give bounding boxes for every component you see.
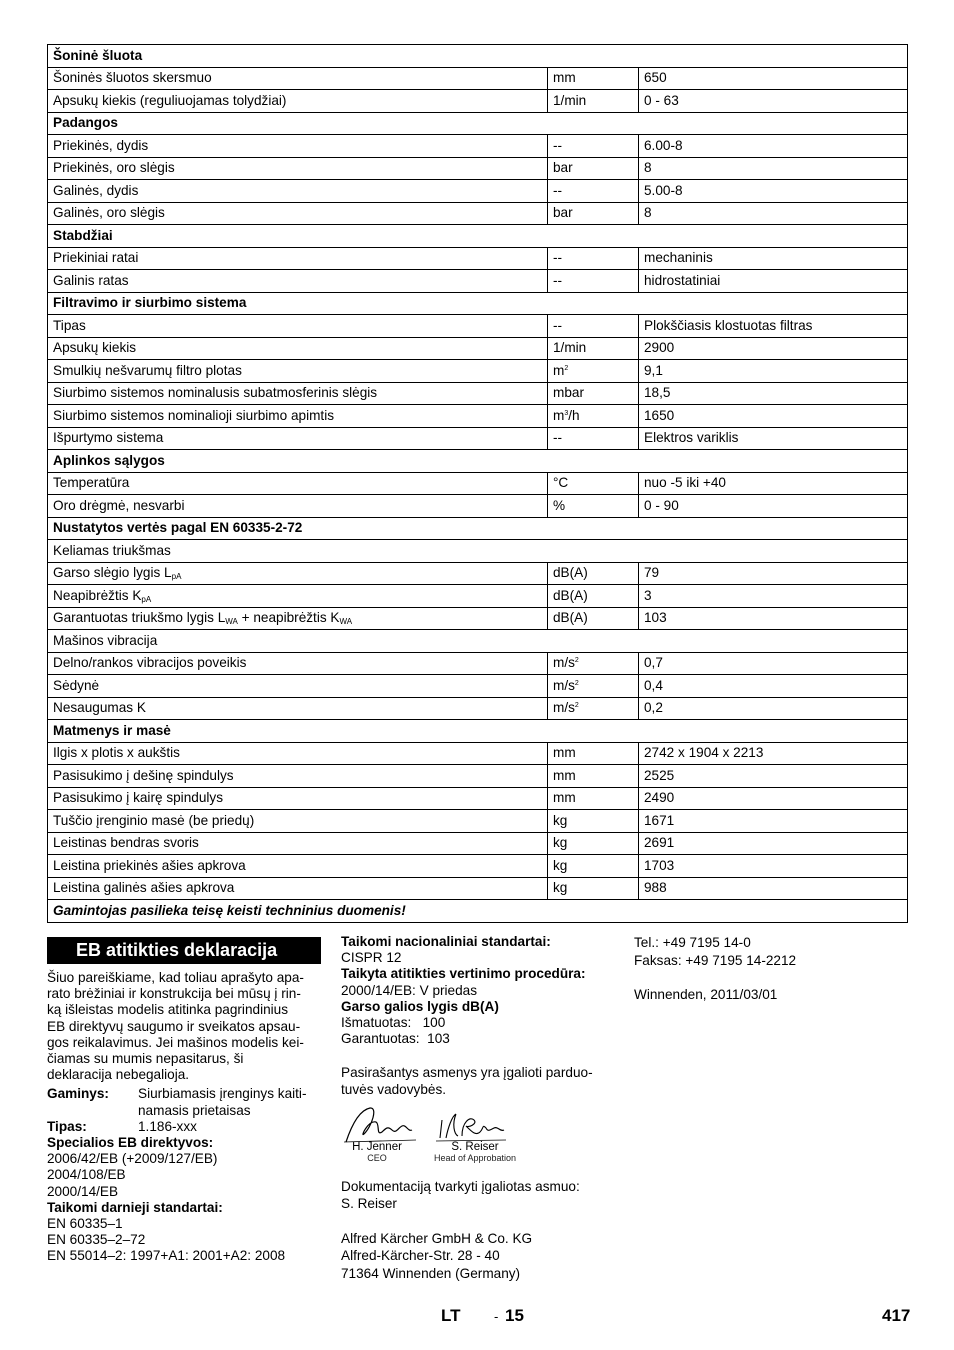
harmonized-item: EN 55014–2: 1997+A1: 2001+A2: 2008 (47, 1248, 286, 1264)
harmonized-item: EN 60335–2–72 (47, 1232, 146, 1248)
data-row (48, 427, 908, 450)
product-label: Gaminys: (47, 1086, 109, 1102)
product-row (47, 1086, 322, 1118)
declaration-right-column (634, 934, 906, 1004)
sound-label: Garso galios lygis dB(A) (341, 998, 499, 1014)
param-label: Galinės, oro slėgis (48, 202, 548, 225)
declaration-middle-column (341, 934, 621, 1098)
declaration-contact-block (341, 1178, 621, 1282)
table-note: Gamintojas pasilieka teisę keisti techninius duomenis! (48, 900, 908, 923)
param-label: Apsukų kiekis (reguliuojamas tolydžiai) (48, 90, 548, 113)
place-date: Winnenden, 2011/03/01 (634, 987, 778, 1003)
type-label: Tipas: (47, 1118, 87, 1134)
data-row (48, 585, 908, 608)
param-unit: dB(A) (548, 562, 639, 585)
param-unit: $m/s^2$ (548, 675, 639, 698)
section-title: Nustatytos vertės pagal EN 60335-2-72 (48, 517, 908, 540)
section-title: Stabdžiai (48, 225, 908, 248)
intro-line: gos reikalavimus. Jei mašinos modelis kei- (47, 1034, 304, 1050)
data-row (48, 337, 908, 360)
param-unit: -- (548, 427, 639, 450)
data-row (48, 67, 908, 90)
param-unit: °C (548, 472, 639, 495)
param-value: mechaninis (639, 247, 908, 270)
product-value: Siurbiamasis įrenginys kaiti- namasis prietaisas (138, 1086, 307, 1118)
section-row (48, 450, 908, 473)
param-label: Ilgis x plotis x aukštis (48, 742, 548, 765)
national-value: CISPR 12 (341, 950, 402, 966)
param-value: 988 (639, 877, 908, 900)
procedure-value: 2000/14/EB: V priedas (341, 982, 478, 998)
param-label: Tuščio įrenginio masė (be priedų) (48, 810, 548, 833)
data-row (48, 382, 908, 405)
directive-item: 2004/108/EB (47, 1167, 126, 1183)
param-value: 103 (639, 607, 908, 630)
section-title: Šoninė šluota (48, 45, 908, 68)
param-label: Neapibrėžtis $K_{pA}$ (48, 585, 548, 608)
param-label: Apsukų kiekis (48, 337, 548, 360)
param-value: 0,4 (639, 675, 908, 698)
param-unit: 1/min (548, 337, 639, 360)
type-value: 1.186-xxx (138, 1118, 197, 1134)
param-value: 1703 (639, 855, 908, 878)
param-label: Priekinės, dydis (48, 135, 548, 158)
signature-block-jenner (342, 1141, 412, 1163)
param-value: 2525 (639, 765, 908, 788)
param-value: 5.00-8 (639, 180, 908, 203)
note-row (48, 900, 908, 923)
param-value: 650 (639, 67, 908, 90)
param-value: 0 - 90 (639, 495, 908, 518)
data-row (48, 247, 908, 270)
section-row (48, 292, 908, 315)
signature-jenner-icon (342, 1104, 422, 1146)
param-unit: bar (548, 202, 639, 225)
param-unit: -- (548, 135, 639, 158)
section-row (48, 225, 908, 248)
section-row (48, 45, 908, 68)
param-unit: dB(A) (548, 585, 639, 608)
signer-name: H. Jenner (352, 1141, 402, 1153)
section-title: Aplinkos sąlygos (48, 450, 908, 473)
company-city: 71364 Winnenden (Germany) (341, 1265, 521, 1281)
group-label: Keliamas triukšmas (48, 540, 908, 563)
declaration-intro (47, 970, 322, 1083)
intro-line: ką išleistas modelis atitinka pagrindinius (47, 1002, 289, 1018)
param-unit: $m^2$ (548, 360, 639, 383)
data-row (48, 652, 908, 675)
param-value: 2691 (639, 832, 908, 855)
fax: Faksas: +49 7195 14-2212 (634, 952, 797, 968)
param-unit: kg (548, 832, 639, 855)
phone: Tel.: +49 7195 14-0 (634, 935, 751, 950)
signature-block-reiser (426, 1141, 524, 1163)
footer-dash: - (494, 1309, 499, 1324)
data-row (48, 787, 908, 810)
intro-line: rato brėžiniai ir konstrukcija bei mūsų į rin- (47, 986, 301, 1002)
param-value: 2490 (639, 787, 908, 810)
param-unit: mm (548, 787, 639, 810)
intro-line: deklaracija nebegalioja. (47, 1067, 190, 1083)
guaranteed-value: Garantuotas: 103 (341, 1031, 450, 1047)
param-value: 2742 x 1904 x 2213 (639, 742, 908, 765)
param-value: 1650 (639, 405, 908, 428)
footer-language: LT (441, 1306, 461, 1325)
data-row (48, 472, 908, 495)
section-title: Matmenys ir masė (48, 720, 908, 743)
data-row (48, 405, 908, 428)
param-unit: kg (548, 855, 639, 878)
param-value: Elektros variklis (639, 427, 908, 450)
param-unit: mm (548, 742, 639, 765)
param-value: 0 - 63 (639, 90, 908, 113)
param-label: Sėdynė (48, 675, 548, 698)
group-label: Mašinos vibracija (48, 630, 908, 653)
param-unit: mm (548, 765, 639, 788)
signature-reiser-icon (434, 1110, 508, 1144)
national-label: Taikomi nacionaliniai standartai: (341, 934, 551, 949)
param-label: Oro drėgmė, nesvarbi (48, 495, 548, 518)
param-unit: mm (548, 67, 639, 90)
param-unit: % (548, 495, 639, 518)
param-value: 3 (639, 585, 908, 608)
param-label: Leistina priekinės ašies apkrova (48, 855, 548, 878)
param-value: 1671 (639, 810, 908, 833)
documentation-label: Dokumentaciją tvarkyti įgaliotas asmuo: (341, 1179, 580, 1194)
declaration-left-column (47, 970, 322, 1265)
param-label: Garso slėgio lygis $L_{pA}$ (48, 562, 548, 585)
procedure-label: Taikyta atitikties vertinimo procedūra: (341, 966, 586, 982)
company-street: Alfred-Kärcher-Str. 28 - 40 (341, 1248, 500, 1264)
directives-label: Specialios EB direktyvos: (47, 1135, 214, 1151)
param-unit: -- (548, 270, 639, 293)
param-value: 9,1 (639, 360, 908, 383)
declaration-heading: EB atitikties deklaracija (47, 937, 321, 964)
section-row (48, 517, 908, 540)
signer-role: CEO (367, 1153, 387, 1163)
param-label: Siurbimo sistemos nominalusis subatmosferinis slėgis (48, 382, 548, 405)
data-row (48, 630, 908, 653)
data-row (48, 697, 908, 720)
documentation-person: S. Reiser (341, 1196, 397, 1212)
param-value: 0,2 (639, 697, 908, 720)
data-row (48, 90, 908, 113)
signatories-line: Pasirašantys asmenys yra įgalioti parduo- (341, 1065, 593, 1081)
param-label: Smulkių nešvarumų filtro plotas (48, 360, 548, 383)
data-row (48, 765, 908, 788)
param-value: 0,7 (639, 652, 908, 675)
signatories-line: tuvės vadovybės. (341, 1081, 447, 1097)
param-label: Pasisukimo į kairę spindulys (48, 787, 548, 810)
data-row (48, 495, 908, 518)
param-unit: 1/min (548, 90, 639, 113)
param-label: Priekiniai ratai (48, 247, 548, 270)
param-value: 6.00-8 (639, 135, 908, 158)
param-label: Garantuotas triukšmo lygis $L_{WA}$ + neapibrėžtis $K_{WA}$ (48, 607, 548, 630)
param-label: Nesaugumas K (48, 697, 548, 720)
section-title: Filtravimo ir siurbimo sistema (48, 292, 908, 315)
data-row (48, 540, 908, 563)
data-row (48, 855, 908, 878)
param-unit: -- (548, 247, 639, 270)
data-row (48, 810, 908, 833)
param-value: Plokščiasis klostuotas filtras (639, 315, 908, 338)
measured-value: Išmatuotas: 100 (341, 1015, 446, 1031)
param-label: Leistina galinės ašies apkrova (48, 877, 548, 900)
param-label: Temperatūra (48, 472, 548, 495)
param-label: Galinės, dydis (48, 180, 548, 203)
data-row (48, 832, 908, 855)
page-number: 417 (882, 1306, 911, 1325)
data-row (48, 135, 908, 158)
footer-local-page: 15 (505, 1306, 524, 1325)
data-row (48, 675, 908, 698)
section-title: Padangos (48, 112, 908, 135)
data-row (48, 607, 908, 630)
type-row (47, 1119, 322, 1135)
section-row (48, 720, 908, 743)
param-label: Siurbimo sistemos nominalioji siurbimo apimtis (48, 405, 548, 428)
param-label: Priekinės, oro slėgis (48, 157, 548, 180)
data-row (48, 742, 908, 765)
directive-item: 2000/14/EB (47, 1183, 119, 1199)
param-value: 8 (639, 202, 908, 225)
param-value: 18,5 (639, 382, 908, 405)
param-unit: $m/s^2$ (548, 652, 639, 675)
param-label: Delno/rankos vibracijos poveikis (48, 652, 548, 675)
param-label: Tipas (48, 315, 548, 338)
param-value: 79 (639, 562, 908, 585)
param-unit: bar (548, 157, 639, 180)
data-row (48, 360, 908, 383)
param-unit: kg (548, 810, 639, 833)
harmonized-item: EN 60335–1 (47, 1216, 123, 1232)
data-row (48, 877, 908, 900)
param-label: Pasisukimo į dešinę spindulys (48, 765, 548, 788)
param-unit: dB(A) (548, 607, 639, 630)
data-row (48, 270, 908, 293)
param-unit: $m/s^2$ (548, 697, 639, 720)
intro-line: Šiuo pareiškiame, kad toliau aprašyto apa- (47, 970, 304, 985)
param-unit: kg (548, 877, 639, 900)
param-unit: mbar (548, 382, 639, 405)
param-value: 8 (639, 157, 908, 180)
param-unit: -- (548, 315, 639, 338)
param-unit: $m^3/h$ (548, 405, 639, 428)
param-value: nuo -5 iki +40 (639, 472, 908, 495)
param-label: Galinis ratas (48, 270, 548, 293)
directive-item: 2006/42/EB (+2009/127/EB) (47, 1151, 218, 1167)
data-row (48, 202, 908, 225)
param-label: Leistinas bendras svoris (48, 832, 548, 855)
technical-data-table (47, 44, 908, 923)
param-unit: -- (548, 180, 639, 203)
signer-role: Head of Approbation (433, 1153, 517, 1163)
param-label: Išpurtymo sistema (48, 427, 548, 450)
signer-name: S. Reiser (451, 1141, 499, 1153)
data-row (48, 157, 908, 180)
param-label: Šoninės šluotos skersmuo (48, 67, 548, 90)
section-row (48, 112, 908, 135)
intro-line: EB direktyvų saugumo ir sveikatos apsau- (47, 1018, 301, 1034)
harmonized-label: Taikomi darnieji standartai: (47, 1199, 223, 1215)
data-row (48, 562, 908, 585)
param-value: 2900 (639, 337, 908, 360)
param-value: hidrostatiniai (639, 270, 908, 293)
data-row (48, 315, 908, 338)
intro-line: čiamas su mumis nepasitarus, ši (47, 1051, 244, 1067)
company-name: Alfred Kärcher GmbH & Co. KG (341, 1230, 533, 1246)
data-row (48, 180, 908, 203)
